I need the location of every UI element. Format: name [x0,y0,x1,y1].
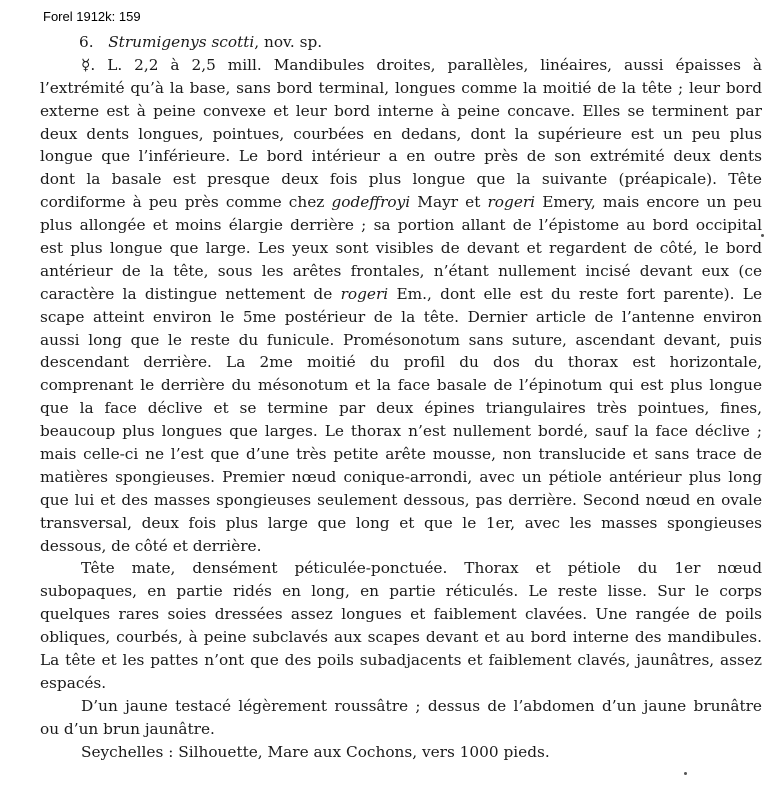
text-line-content: cordiforme à peu près comme chez [40,193,332,212]
text-line-content: mais celle-ci ne l’est que d’une très petite arête mousse, non translucide et sans trace de [40,445,762,464]
text-line-content: comprenant le derrière du mésonotum et la face basale de l’épinotum qui est plus longue [40,376,762,395]
text-line-content: descendant derrière. La 2me moitié du profil du dos du thorax est horizontale, [40,353,762,372]
text-line-content: que la face déclive et se termine par deux épines triangulaires très pointues, fines, [40,399,762,418]
document-page [40,31,762,764]
text-line [40,718,762,741]
text-line-content: D’un jaune testacé légèrement roussâtre ; dessus de l’abdomen d’un jaune brunâtre [81,696,762,715]
text-line [40,741,762,764]
description-body [40,54,762,764]
page-header-label: Forel 1912k: 159 [43,9,141,24]
text-line-content: matières spongieuses. Premier nœud conique-arrondi, avec un pétiole antérieur plus long [40,467,762,486]
text-line [40,260,762,283]
text-line [40,123,762,146]
text-line-content: transversal, deux fois plus large que long et que le 1er, avec les masses spongieuses [40,513,762,532]
text-line-content: Em., dont elle est du reste fort parente). Le [388,284,763,303]
text-line-content: quelques rares soies dressées assez longues et faiblement clavées. Une rangée de poils [40,605,762,624]
text-line [40,557,762,580]
text-line [40,100,762,123]
text-line [40,397,762,420]
text-line-content: est plus longue que large. Les yeux sont visibles de devant et regardent de côté, le bord [40,239,762,258]
text-line [40,466,762,489]
text-line [40,512,762,535]
text-line [40,374,762,397]
text-line [40,672,762,695]
text-line-content: plus allongée et moins élargie derrière ; sa portion allant de l’épistome au bord occipital [40,216,762,235]
species-suffix: , nov. sp. [254,33,323,51]
text-line-content: beaucoup plus longues que larges. Le thorax n’est nullement bordé, sauf la face déclive ; [40,422,762,441]
text-line [40,649,762,672]
text-line [40,54,762,77]
text-line [40,237,762,260]
text-line [40,329,762,352]
text-line-content: dessous, de côté et derrière. [40,536,262,555]
text-line-content: Mayr et [410,193,488,212]
text-line [40,191,762,214]
text-line [40,306,762,329]
text-line-content: dont la basale est presque deux fois plus longue que la suivante (préapicale). Tête [40,170,762,189]
text-line-content: caractère la distingue nettement de [40,284,341,303]
text-line [40,420,762,443]
species-reference: godeffroyi [331,193,411,212]
text-line [40,77,762,100]
text-line [40,535,762,558]
species-title [40,31,762,54]
text-line [40,443,762,466]
text-line-content: Seychelles : Silhouette, Mare aux Cochons, vers 1000 pieds. [81,742,550,761]
text-line-content: ou d’un brun jaunâtre. [40,719,215,738]
text-line-content: Emery, mais encore un peu [535,193,763,212]
species-number: 6. [79,33,94,51]
text-line-content: aussi long que le reste du funicule. Promésonotum sans suture, ascendant devant, puis [40,330,762,349]
text-line-content: antérieur de la tête, sous les arêtes frontales, n’étant nullement incisé devant eux (ce [40,261,762,280]
text-line-content: subopaques, en partie ridés en long, en partie réticulés. Le reste lisse. Sur le corps [40,582,762,601]
text-line [40,283,762,306]
scan-speck [684,772,687,775]
species-reference: rogeri [340,284,389,303]
text-line-content: l’extrémité qu’à la base, sans bord terminal, longues comme la moitié de la tête ; leur bord [40,78,762,97]
text-line-content: La tête et les pattes n’ont que des poils subadjacents et faiblement clavés, jaunâtres, assez [40,651,762,670]
text-line [40,580,762,603]
species-name: Strumigenys scotti [108,33,255,51]
text-line [40,626,762,649]
text-line-content: scape atteint environ le 5me postérieur de la tête. Dernier article de l’antenne environ [40,307,762,326]
text-line-content: Tête mate, densément péticulée-ponctuée. Thorax et pétiole du 1er nœud [81,559,762,578]
scan-speck [761,234,764,237]
text-line [40,603,762,626]
text-line [40,168,762,191]
text-line [40,489,762,512]
text-line [40,351,762,374]
text-line [40,145,762,168]
text-line-content: obliques, courbés, à peine subclavés aux scapes devant et au bord interne des mandibules. [40,628,762,647]
text-line-content: longue que l’inférieure. Le bord intérieur a en outre près de son extrémité deux dents [40,147,762,166]
text-line-content: deux dents longues, pointues, courbées en dedans, dont la supérieure est un peu plus [40,124,762,143]
text-line-content: externe est à peine convexe et leur bord interne à peine concave. Elles se terminent par [40,101,762,120]
text-line [40,214,762,237]
species-reference: rogeri [487,193,536,212]
text-line-content: que lui et des masses spongieuses seulement dessous, pas derrière. Second nœud en ovale [40,490,762,509]
text-line-content: espacés. [40,673,107,692]
text-line [40,695,762,718]
text-line-content: ☿. L. 2,2 à 2,5 mill. Mandibules droites, parallèles, linéaires, aussi épaisses à [81,55,762,74]
